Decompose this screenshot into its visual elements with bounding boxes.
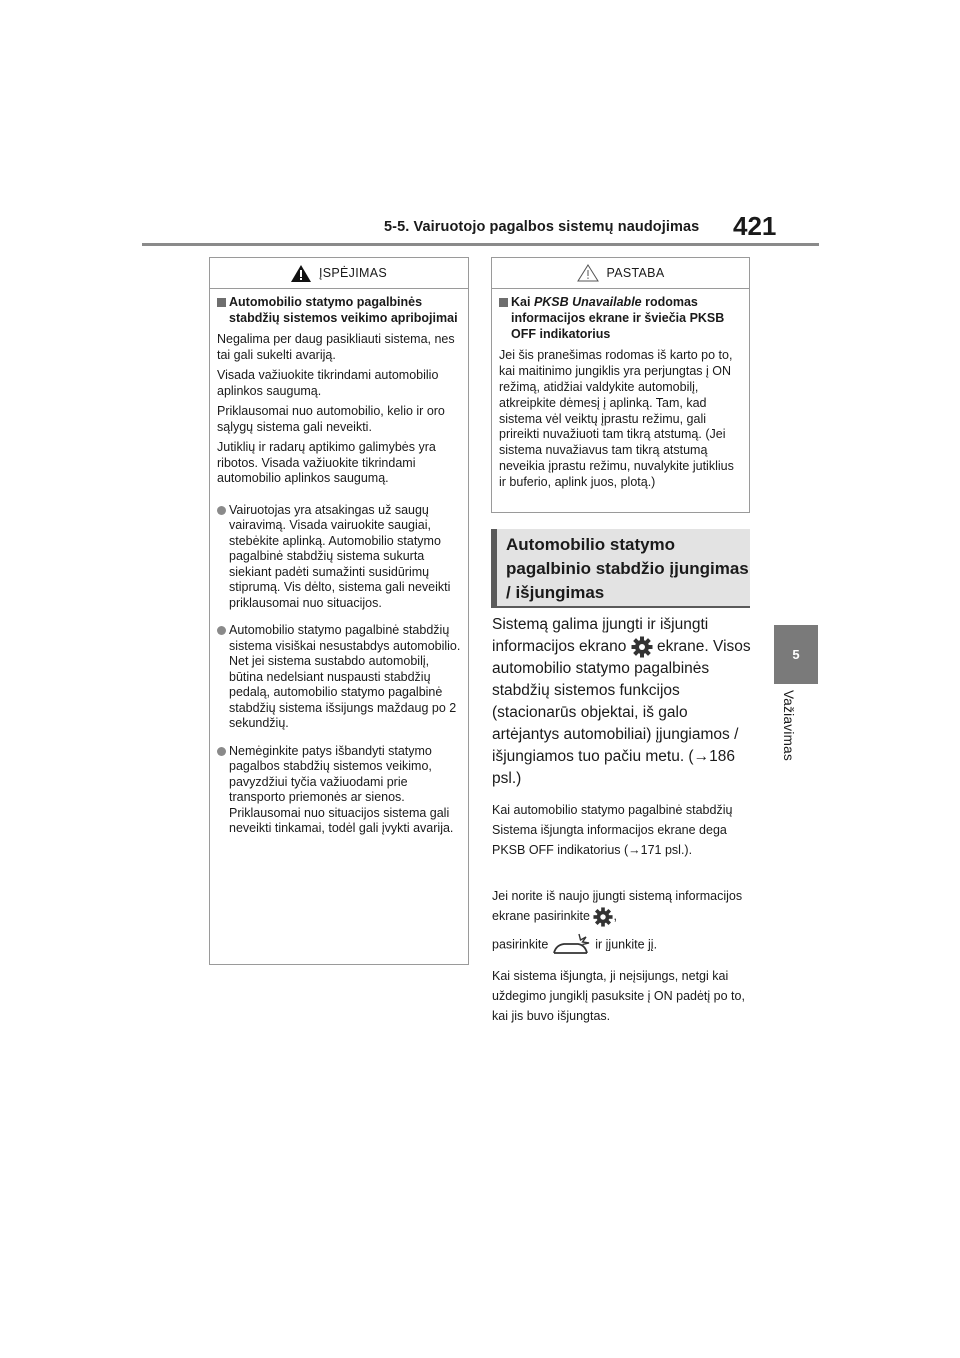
header-rule [142,243,819,246]
page-number: 421 [733,211,777,241]
warning-bullet: Nemėginkite patys išbandyti statymo pagalbos stabdžių sistemos veikimo, pavyzdžiui tyčia važiuodami prie transporto priemonės ar sienos. Priklausomai nuo situacijos sistema gali neveikti tinkamai, todėl gali įvykti avarija. [217,744,461,837]
warning-paragraph: Negalima per daug pasikliauti sistema, nes tai gali sukelti avariją. [217,332,455,362]
round-bullet-icon [217,506,226,515]
chapter-tab [774,625,818,684]
chapter-number: 5 [792,647,800,662]
warning-bullet: Vairuotojas yra atsakingas už saugų vairavimą. Visada vairuokite saugiai, stebėkite aplinką. Automobilio statymo pagalbinė stabdžių sistema sukurta siekiant padėti sumažinti susidūrimų stiprumą. Vis dėlto, sistema gali neveikti priklausomai nuo situacijos. [217,503,461,612]
warning-subtitle: Automobilio statymo pagalbinės stabdžių sistemos veikimo apribojimai [217,295,461,326]
section-paragraph-2: Kai automobilio statymo pagalbinė stabdžių Sistema išjungta informacijos ekrane dega PKSB OFF indikatorius (→171 psl.). [492,803,733,857]
settings-gear-icon [631,636,653,658]
note-subtitle: Kai PKSB Unavailable rodomas informacijos ekrane ir šviečia PKSB OFF indikatorius [499,295,742,342]
warning-bullet: Automobilio statymo pagalbinė stabdžių sistema visiškai nesustabdys automobilio. Net jei sistema sustabdo automobilį, būtina nedelsiant nuspausti stabdžių pedalą, automobilio statymo pagalbinė stabdžių sistema išsijungs maždaug po 2 sekundžių. [217,623,461,732]
header-section-title: 5-5. Vairuotojo pagalbos sistemų naudojimas [384,219,700,235]
note-title: PASTABA [606,266,665,280]
warning-triangle-icon [291,265,311,282]
warning-paragraph: Priklausomai nuo automobilio, kelio ir oro sąlygų sistema gali neveikti. [217,404,445,434]
section-paragraph-3: Jei norite iš naujo įjungti sistemą informacijos ekrane pasirinkite , pasirinkite ir įjunkite jį. [492,886,754,957]
warning-paragraph: Jutiklių ir radarų aptikimo galimybės yra ribotos. Visada važiuokite tikrindami automobilio aplinkos saugumą. [217,440,436,485]
note-body [492,289,749,491]
note-box [491,257,750,513]
warning-header [210,258,468,289]
square-bullet-icon [217,298,226,307]
warning-body [210,289,468,837]
round-bullet-icon [217,747,226,756]
note-paragraph: Jei šis pranešimas rodomas iš karto po to, kai maitinimo jungiklis yra perjungtas į ON režimą, atidžiai valdykite automobilį, atkreipkite dėmesį į aplinką. Tam, kad sistema vėl veiktų įprastu režimu, gali prireikti nuvažiuoti tam tikrą atstumą. (Jei sistema nuvažiavus tam tikrą atstumą neveikia įprastu režimu, nuvalykite jutiklius ir buferio, aplink juos, plotą.) [499,348,734,489]
settings-gear-icon [593,907,613,927]
chapter-label: Važiavimas [781,690,796,762]
note-triangle-icon [577,264,599,282]
square-bullet-icon [499,298,508,307]
section-main-text: Sistemą galima įjungti ir išjungti informacijos ekrano ekrane. Visos automobilio statymo pagalbinės stabdžių sistemos funkcijos (stacionarūs objektai, iš galo artėjantys automobiliai) įjungiamos / išjungiamos tuo pačiu metu. (→186 psl.) [492,616,751,788]
warning-paragraph: Visada važiuokite tikrindami automobilio aplinkos saugumą. [217,368,439,398]
page-ref-arrow: → [693,748,710,766]
note-header [492,258,749,289]
page-ref-arrow: → [628,843,641,857]
section-paragraph-4: Kai sistema išjungta, ji neįsijungs, netgi kai uždegimo jungiklį pasuksite į ON padėtį po to, kai jis buvo išjungtas. [492,969,745,1023]
section-heading: Automobilio statymo pagalbinio stabdžio įjungimas / išjungimas [491,529,750,608]
warning-box [209,257,469,965]
round-bullet-icon [217,626,226,635]
warning-title: ĮSPĖJIMAS [319,266,387,280]
parking-support-brake-icon [552,933,592,957]
